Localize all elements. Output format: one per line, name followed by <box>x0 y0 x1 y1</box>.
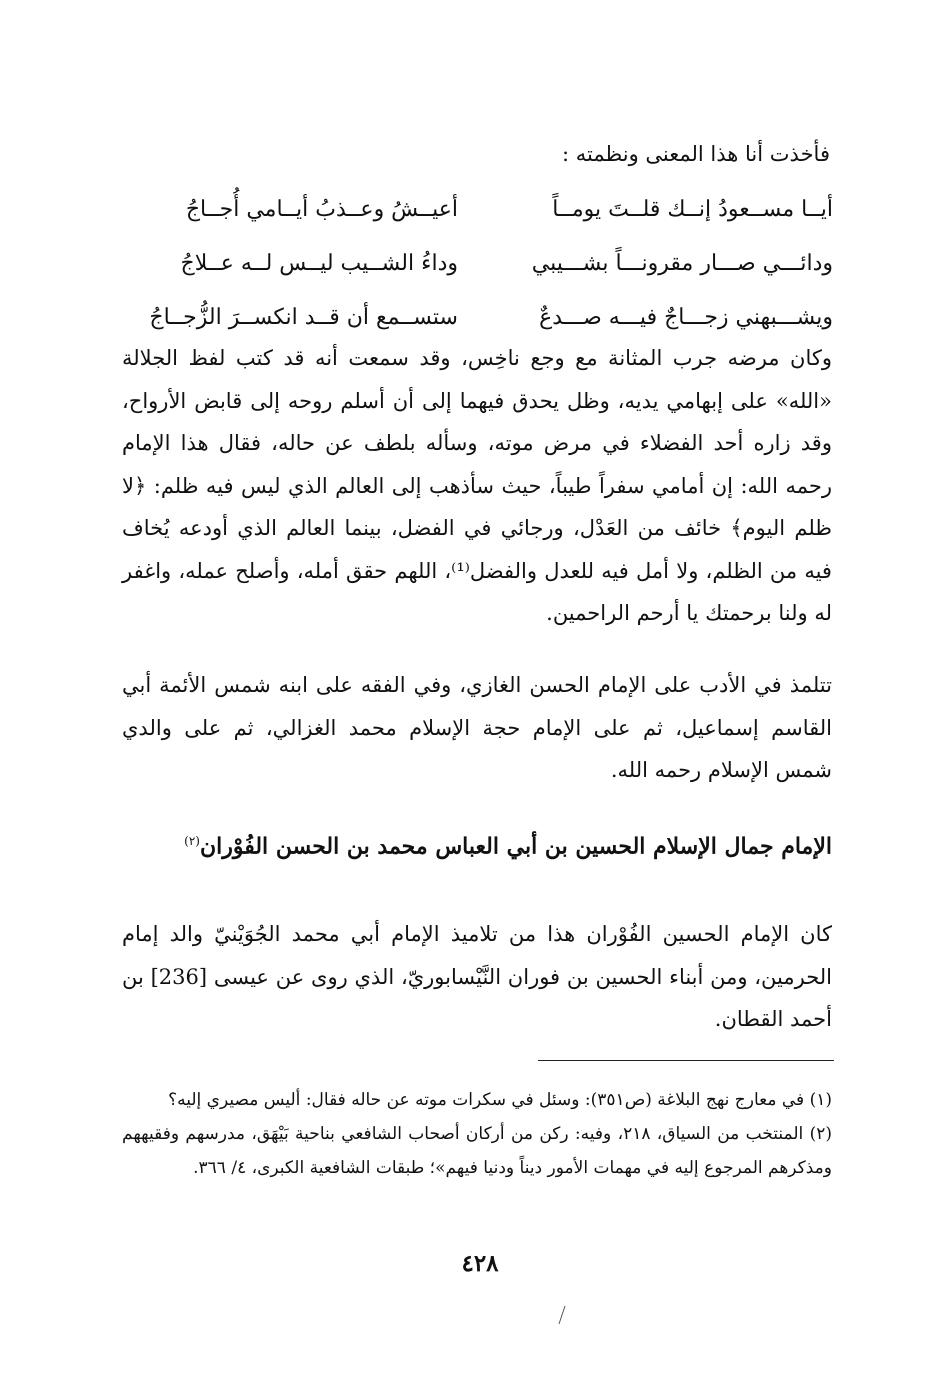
verse-first-hemistich: ويشـــبهني زجـــاجٌ فيـــه صـــدعٌ <box>539 304 833 330</box>
section-heading-text: الإمام جمال الإسلام الحسين بن أبي العباس محمد بن الحسن الفُوْران <box>199 833 832 860</box>
verse-second-hemistich: وداءُ الشــيب ليــس لــه عــلاجُ <box>180 250 458 276</box>
page-number: ٤٢٨ <box>461 1250 499 1277</box>
paragraph-illness: وكان مرضه جرب المثانة مع وجع ناخِس، وقد سمعت أنه قد كتب لفظ الجلالة «الله» على إبهامي يديه، وظل يحدق فيهما إلى أن أسلم روحه إلى قابض الأرواح، وقد زاره أحد الفضلاء في مرض موته، وسأله بلطف عن حاله، فقال هذا الإمام رحمه الله: إن أمامي سفراً طيباً، حيث سأذهب إلى العالم الذي ليس فيه ظلم: ﴿لا ظلم اليوم﴾ خائف من العَدْل، ورجائي في الفضل، بينما العالم الذي أودعه يُخاف فيه من الظلم، ولا أمل فيه للعدل والفضل⁽¹⁾، اللهم حقق أمله، وأصلح عمله، واغفر له ولنا برحمتك يا أرحم الراحمين. <box>122 346 832 625</box>
footnotes <box>122 1083 832 1185</box>
footnote-2: (٢) المنتخب من السياق، ٢١٨، وفيه: ركن من أركان أصحاب الشافعي بناحية بَيْهَق، مدرسهم وفقيههم ومذكرهم المرجوع إليه في مهمات الأمور ديناً ودنيا فيهم»؛ طبقات الشافعية الكبرى، ٤/ ٣٦٦. <box>122 1124 832 1178</box>
footnote-divider <box>538 1060 834 1061</box>
section-heading <box>120 820 832 867</box>
verse-first-hemistich: ودائـــي صـــار مقرونـــاً بشـــيبي <box>531 250 833 276</box>
paragraph-teachers: تتلمذ في الأدب على الإمام الحسن الغازي، وفي الفقه على ابنه شمس الأئمة أبي القاسم إسماعيل، ثم على الإمام حجة الإسلام محمد الغزالي، ثم على والدي شمس الإسلام رحمه الله. <box>122 673 832 782</box>
verse-row <box>128 182 833 236</box>
footnote-1: (١) في معارج نهج البلاغة (ص٣٥١): وسئل في سكرات موته عن حاله فقال: أليس مصيري إليه؟ <box>168 1090 832 1110</box>
poem-verses <box>128 182 833 344</box>
verse-row <box>128 236 833 290</box>
stray-pen-mark <box>557 1305 567 1325</box>
verse-second-hemistich: أعيــشُ وعــذبُ أيــامي أُجــاجُ <box>185 196 458 222</box>
intro-line: فأخذت أنا هذا المعنى ونظمته : <box>562 142 830 166</box>
footnote-reference: (٢) <box>184 834 200 848</box>
verse-first-hemistich: أيــا مســعودُ إنــك قلــتَ يومــاً <box>552 196 833 222</box>
verse-second-hemistich: ستســمع أن قــد انكســرَ الزُّجــاجُ <box>149 304 458 330</box>
verse-row <box>128 290 833 344</box>
paragraph-biography: كان الإمام الحسين الفُوْران هذا من تلاميذ الإمام أبي محمد الجُوَيْنيّ والد إمام الحرمين، ومن أبناء الحسين بن فوران النَّيْسابوريّ، الذي روى عن عيسى [236] بن أحمد القطان. <box>122 922 832 1031</box>
